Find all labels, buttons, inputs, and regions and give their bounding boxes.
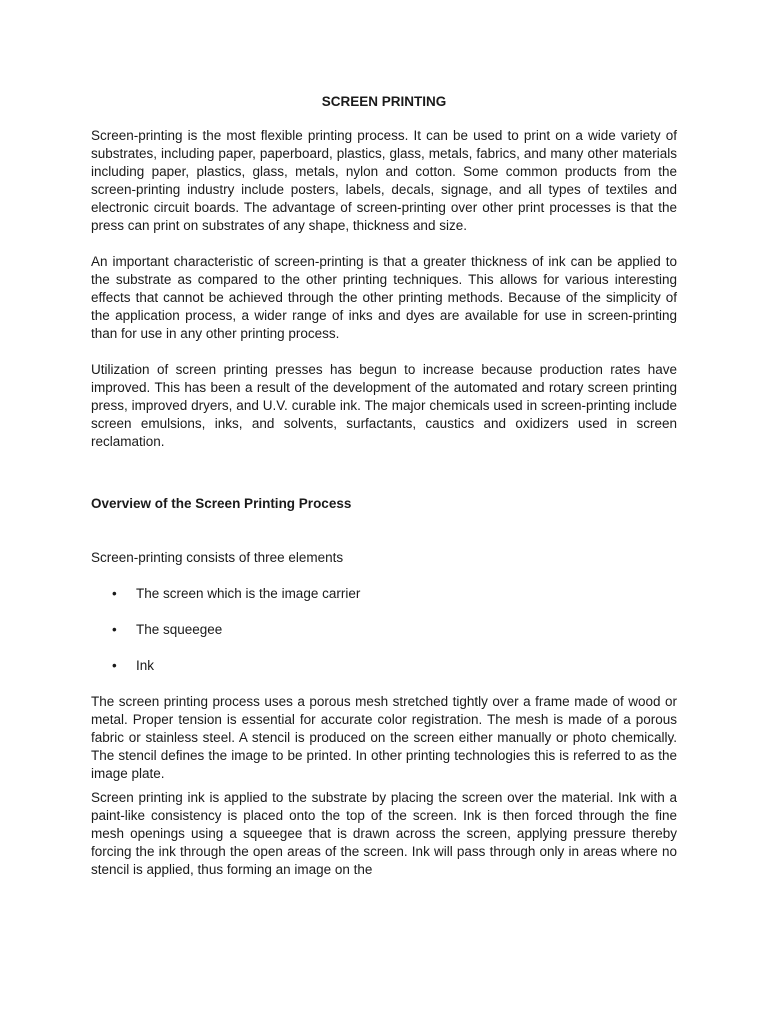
bullet-icon: • <box>112 586 117 601</box>
paragraph-process-2: Screen printing ink is applied to the substrate by placing the screen over the material. Ink with a paint-like consistency is placed onto the top of the screen. Ink is then forced through the fine mesh openings using a squeegee that is drawn across the screen, applying pressure thereby forcing the ink through the open areas of the screen. Ink will pass through only in areas where no stencil is applied, thus forming an image on the <box>91 790 677 877</box>
list-item <box>91 621 677 639</box>
document-title: SCREEN PRINTING <box>321 94 447 109</box>
list-item <box>91 657 677 675</box>
list-item-text: The screen which is the image carrier <box>136 586 361 601</box>
paragraph-intro-1: Screen-printing is the most flexible printing process. It can be used to print on a wide variety of substrates, including paper, paperboard, plastics, glass, metals, fabrics, and many other materials including paper, plastics, glass, metals, nylon and cotton. Some common products from the screen-printing industry include posters, labels, decals, signage, and all types of textiles and electronic circuit boards. The advantage of screen-printing over other print processes is that the press can print on substrates of any shape, thickness and size. <box>91 128 677 233</box>
document-page <box>91 93 677 897</box>
section-heading: Overview of the Screen Printing Process <box>91 496 352 511</box>
bullet-icon: • <box>112 658 117 673</box>
elements-intro: Screen-printing consists of three elements <box>91 550 344 565</box>
list-item-text: The squeegee <box>136 622 223 637</box>
paragraph-intro-2: An important characteristic of screen-printing is that a greater thickness of ink can be applied to the substrate as compared to the other printing techniques. This allows for various interesting effects that cannot be achieved through the other printing methods. Because of the simplicity of the application process, a wider range of inks and dyes are available for use in screen-printing than for use in any other printing process. <box>91 254 677 341</box>
bullet-icon: • <box>112 622 117 637</box>
list-item <box>91 585 677 603</box>
list-item-text: Ink <box>136 658 155 673</box>
paragraph-intro-3: Utilization of screen printing presses has begun to increase because production rates have improved. This has been a result of the development of the automated and rotary screen printing press, improved dryers, and U.V. curable ink. The major chemicals used in screen-printing include screen emulsions, inks, and solvents, surfactants, caustics and oxidizers used in screen reclamation. <box>91 362 677 449</box>
paragraph-process-1: The screen printing process uses a porous mesh stretched tightly over a frame made of wood or metal. Proper tension is essential for accurate color registration. The mesh is made of a porous fabric or stainless steel. A stencil is produced on the screen either manually or photo chemically. The stencil defines the image to be printed. In other printing technologies this is referred to as the image plate. <box>91 694 677 781</box>
elements-list <box>91 585 677 675</box>
